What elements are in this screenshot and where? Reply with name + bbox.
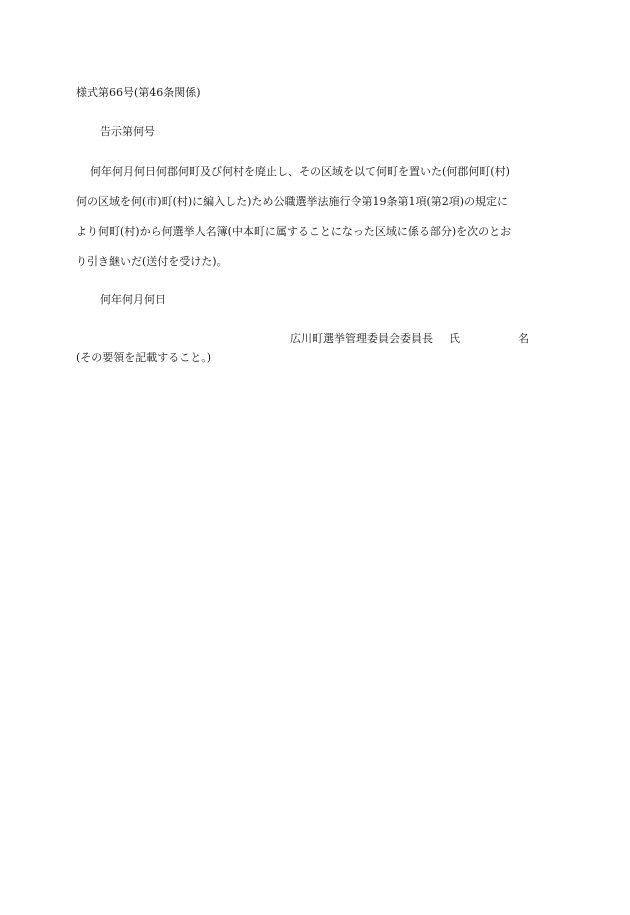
instruction-note: (その要領を記載すること。) [76,351,212,364]
body-line: より何町(村)から何選挙人名簿(中本町に属することになった区域に係る部分)を次のとお [76,225,512,238]
notice-body [76,157,556,277]
signature-name-part2: 名 [518,332,529,345]
form-label: 様式第66号(第46条関係) [76,86,201,99]
signature-block [290,330,529,346]
notice-number: 告示第何号 [100,125,155,138]
date-line: 何年何月何日 [100,293,166,306]
body-line: 何の区域を何(市)町(村)に編入した)ため公職選挙法施行令第19条第1項(第2項)の規定に [76,195,509,208]
body-line: 何年何月何日何郡何町及び何村を廃止し、その区域を以て何町を置いた(何郡何町(村) [90,165,510,178]
body-line: り引き継いだ(送付を受けた)。 [76,255,228,268]
signature-name-part1: 氏 [449,332,460,345]
signature-title: 広川町選挙管理委員会委員長 [290,332,433,345]
